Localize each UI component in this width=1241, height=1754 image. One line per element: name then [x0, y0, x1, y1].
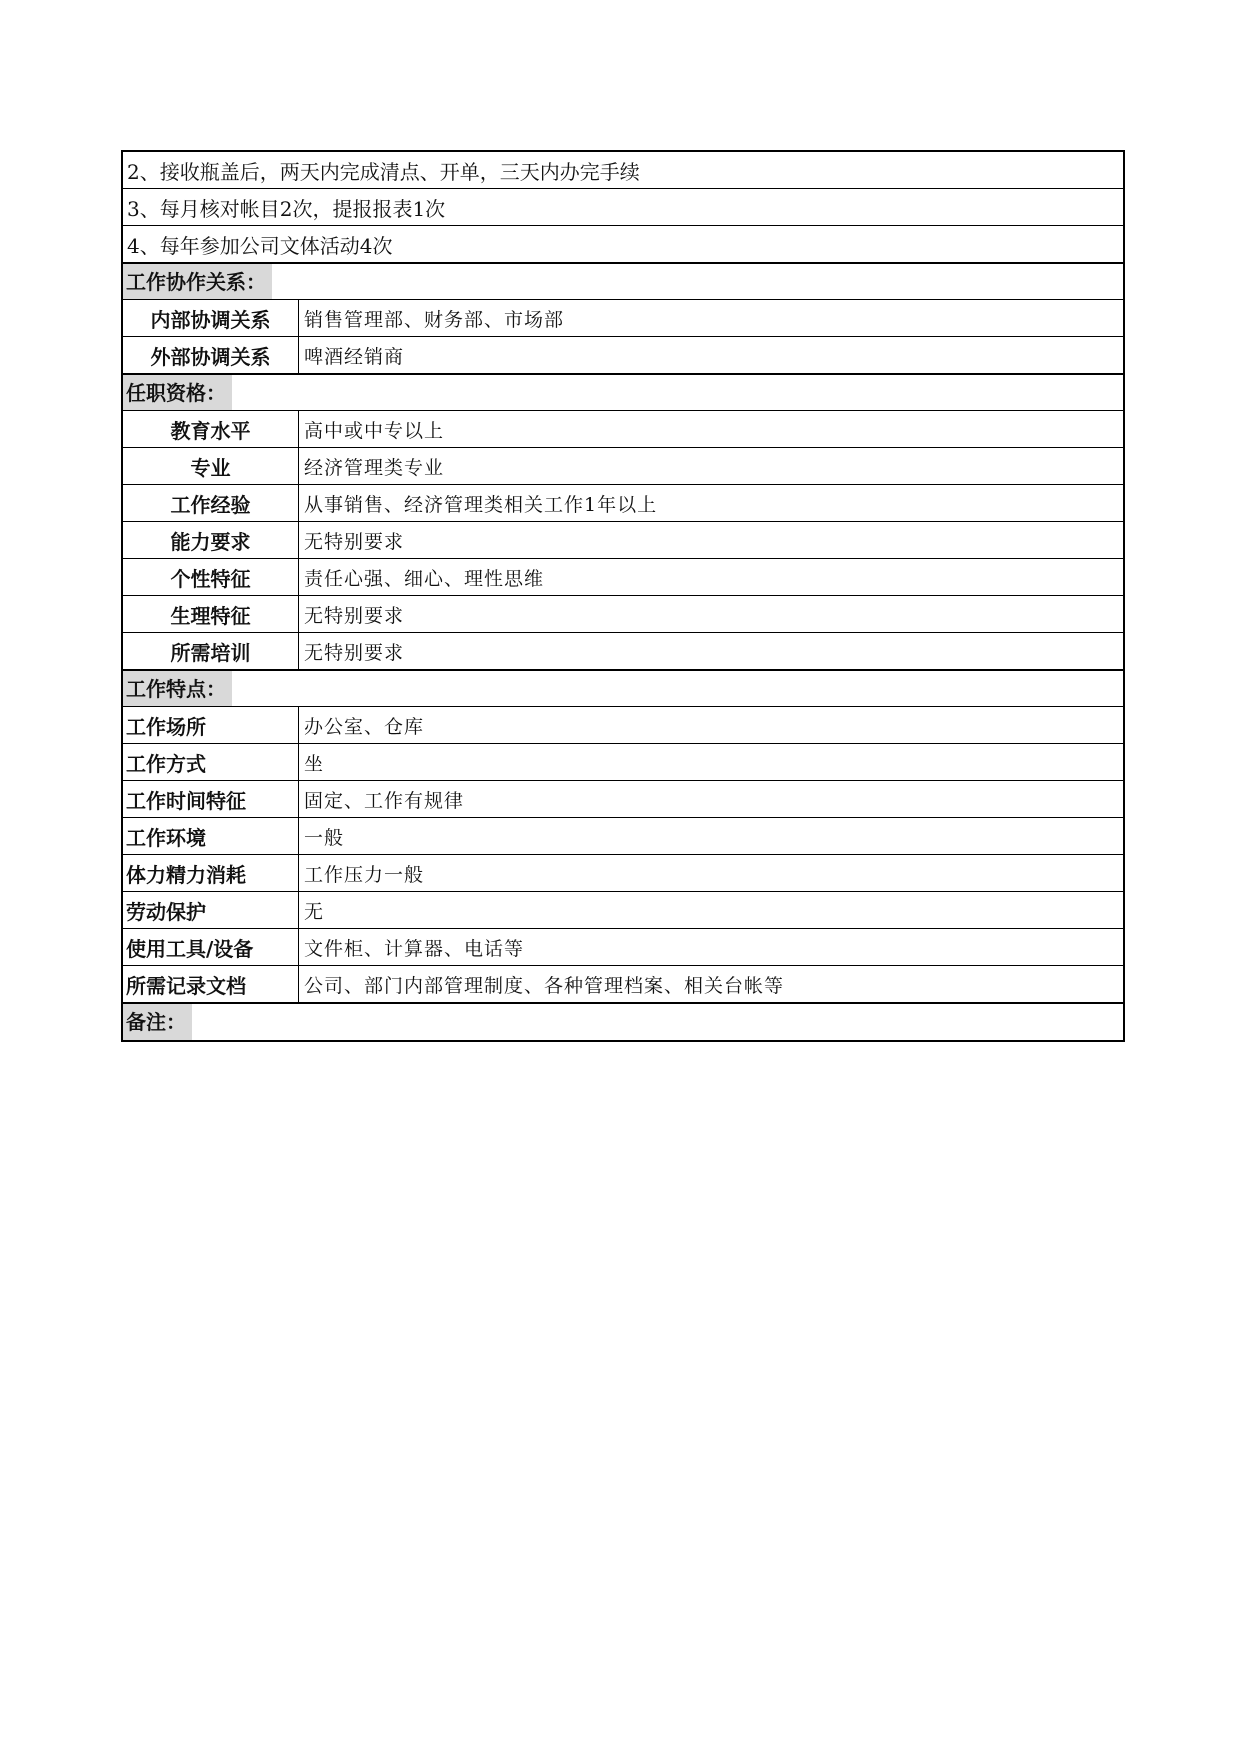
- table-row: [123, 966, 1123, 1003]
- row-label: 个性特征: [123, 559, 299, 595]
- duty-row: [123, 152, 1123, 189]
- table-row: [123, 559, 1123, 596]
- row-value: 无: [304, 900, 325, 923]
- row-label: 工作环境: [123, 818, 299, 854]
- table-row: [123, 300, 1123, 337]
- row-label: 外部协调关系: [123, 337, 299, 373]
- duty-text: 2、接收瓶盖后，两天内完成清点、开单，三天内办完手续: [127, 159, 640, 184]
- row-label: 所需培训: [123, 633, 299, 669]
- row-value: 文件柜、计算器、电话等: [304, 937, 525, 960]
- table-row: [123, 892, 1123, 929]
- table-row: [123, 929, 1123, 966]
- section-title: 工作协作关系：: [123, 264, 272, 299]
- table-row: [123, 448, 1123, 485]
- row-value: 办公室、仓库: [304, 715, 425, 738]
- row-label: 工作场所: [123, 707, 299, 743]
- row-label: 劳动保护: [123, 892, 299, 928]
- row-label: 工作经验: [123, 485, 299, 521]
- section-header-cooperation: [123, 263, 1123, 300]
- row-value: 公司、部门内部管理制度、各种管理档案、相关台帐等: [304, 974, 785, 997]
- row-label: 内部协调关系: [123, 300, 299, 336]
- table-row: [123, 633, 1123, 670]
- row-label: 使用工具/设备: [123, 929, 299, 965]
- duty-text: 3、每月核对帐目2次，提报报表1次: [127, 196, 446, 221]
- duty-row: [123, 189, 1123, 226]
- table-row: [123, 411, 1123, 448]
- table-row: [123, 522, 1123, 559]
- row-value: 责任心强、细心、理性思维: [304, 567, 545, 590]
- table-row: [123, 485, 1123, 522]
- row-label: 工作时间特征: [123, 781, 299, 817]
- section-title: 备注：: [123, 1004, 192, 1040]
- row-value: 啤酒经销商: [304, 345, 405, 368]
- section-title: 任职资格：: [123, 375, 232, 410]
- section-header-features: [123, 670, 1123, 707]
- table-row: [123, 744, 1123, 781]
- duty-row: [123, 226, 1123, 263]
- table-row: [123, 596, 1123, 633]
- row-label: 所需记录文档: [123, 966, 299, 1002]
- row-value: 固定、工作有规律: [304, 789, 465, 812]
- row-value: 高中或中专以上: [304, 419, 445, 442]
- row-value: 无特别要求: [304, 641, 405, 664]
- job-description-table: [121, 150, 1125, 1042]
- row-value: 工作压力一般: [304, 863, 425, 886]
- row-label: 能力要求: [123, 522, 299, 558]
- table-row: [123, 707, 1123, 744]
- section-title: 工作特点：: [123, 671, 232, 706]
- row-value: 坐: [304, 752, 325, 775]
- row-label: 教育水平: [123, 411, 299, 447]
- row-label: 生理特征: [123, 596, 299, 632]
- table-row: [123, 818, 1123, 855]
- row-label: 专业: [123, 448, 299, 484]
- duty-text: 4、每年参加公司文体活动4次: [127, 233, 393, 258]
- table-row: [123, 855, 1123, 892]
- row-value: 从事销售、经济管理类相关工作1年以上: [304, 493, 658, 516]
- row-label: 工作方式: [123, 744, 299, 780]
- table-row: [123, 337, 1123, 374]
- table-row: [123, 781, 1123, 818]
- row-value: 销售管理部、财务部、市场部: [304, 308, 565, 331]
- row-value: 无特别要求: [304, 530, 405, 553]
- row-value: 无特别要求: [304, 604, 405, 627]
- row-label: 体力精力消耗: [123, 855, 299, 891]
- row-value: 经济管理类专业: [304, 456, 445, 479]
- row-value: 一般: [304, 826, 345, 849]
- section-header-remarks: [123, 1003, 1123, 1040]
- section-header-qualifications: [123, 374, 1123, 411]
